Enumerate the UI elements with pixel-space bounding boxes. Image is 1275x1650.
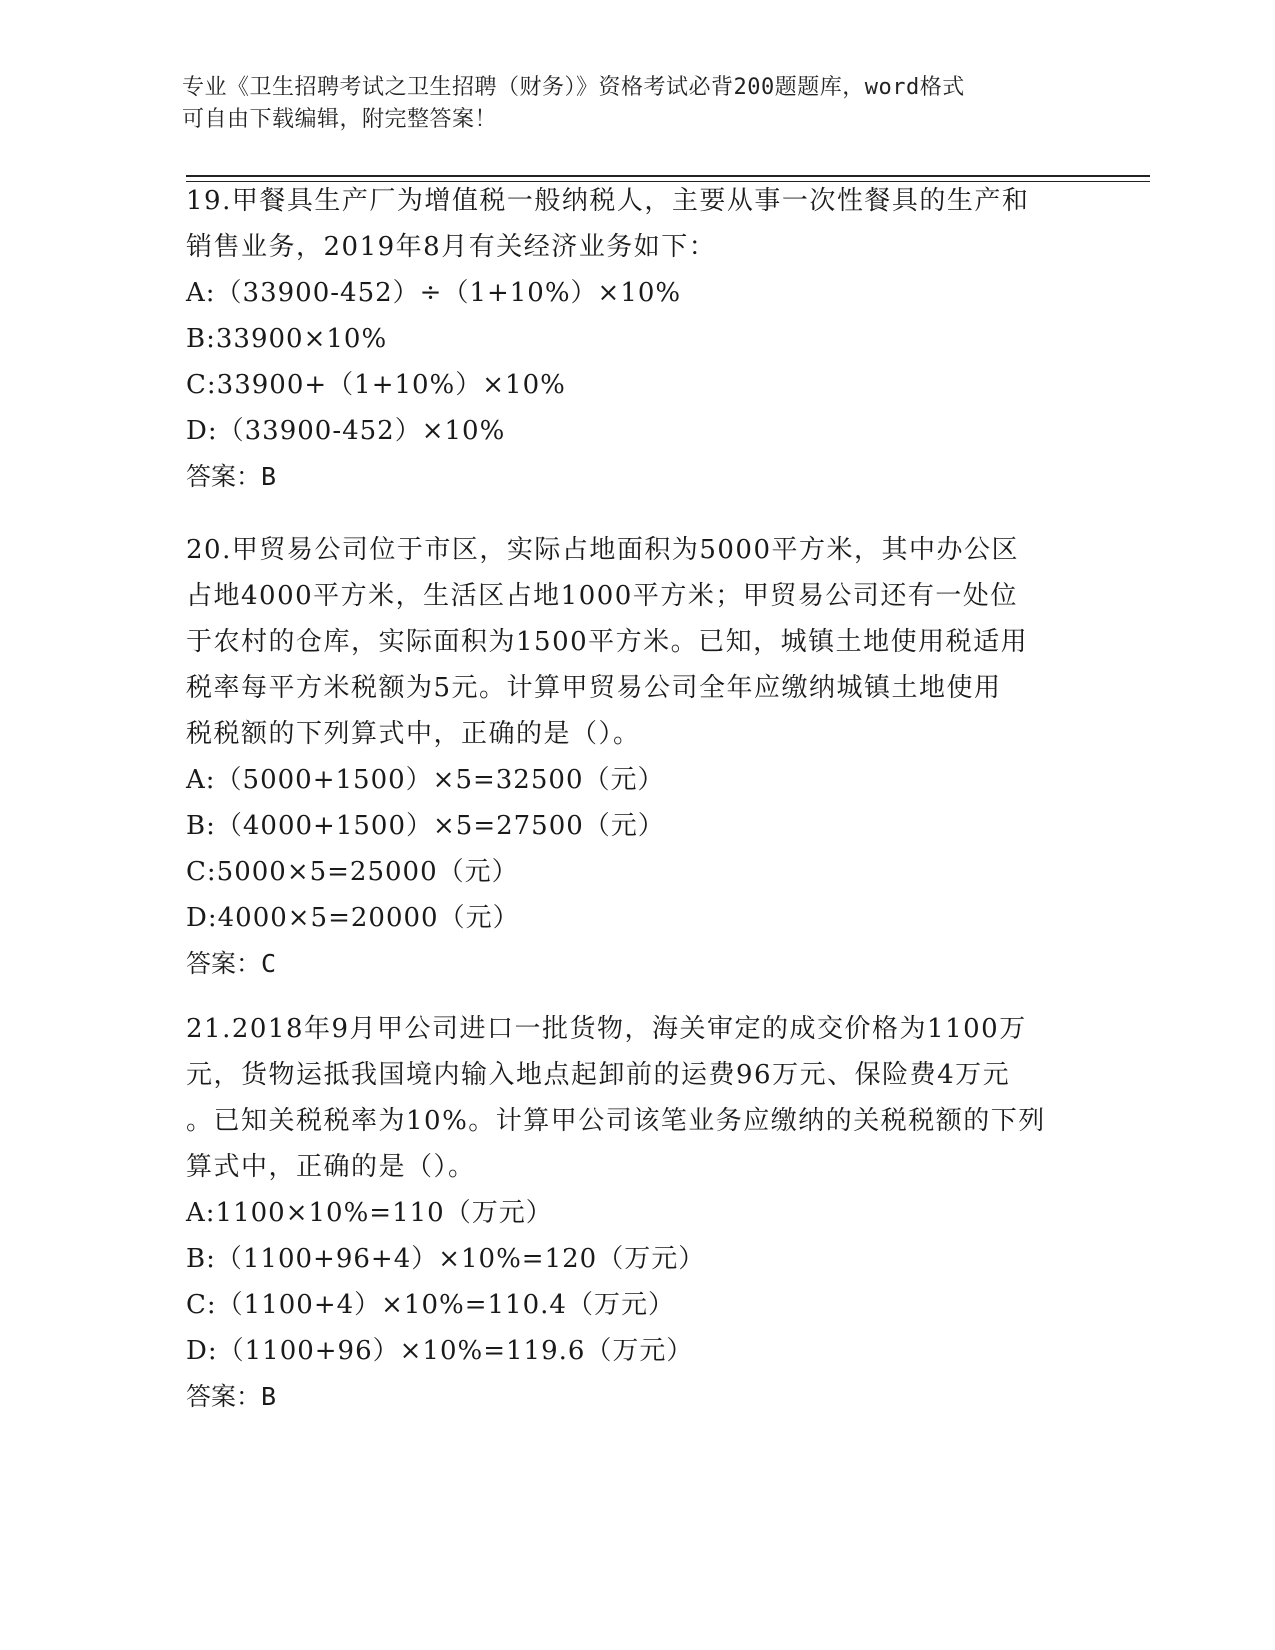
option-a: A:（33900-452）÷（1+10%）×10% bbox=[186, 278, 682, 308]
option-d: D:（33900-452）×10% bbox=[186, 416, 506, 446]
answer-label: 答案：B bbox=[186, 1382, 277, 1411]
question-stem-line: 20.甲贸易公司位于市区，实际占地面积为5000平方米，其中办公区 bbox=[186, 535, 1020, 565]
answer-label: 答案：B bbox=[186, 462, 277, 491]
option-d: D:（1100+96）×10%=119.6（万元） bbox=[186, 1336, 694, 1366]
question-stem-line: 税税额的下列算式中，正确的是（）。 bbox=[186, 719, 641, 749]
header-line-2: 可自由下载编辑，附完整答案！ bbox=[182, 107, 498, 132]
question-19 bbox=[186, 178, 1086, 500]
option-b: B:（4000+1500）×5=27500（元） bbox=[186, 811, 665, 841]
option-b: B:33900×10% bbox=[186, 324, 388, 354]
option-a: A:（5000+1500）×5=32500（元） bbox=[186, 765, 665, 795]
question-stem-line: 。已知关税税率为10%。计算甲公司该笔业务应缴纳的关税税额的下列 bbox=[186, 1106, 1046, 1136]
question-stem-line: 占地4000平方米，生活区占地1000平方米；甲贸易公司还有一处位 bbox=[186, 581, 1018, 611]
question-stem-line: 算式中，正确的是（）。 bbox=[186, 1152, 476, 1182]
question-20 bbox=[186, 527, 1086, 987]
header-divider-thick bbox=[186, 175, 1150, 177]
document-header bbox=[182, 72, 1062, 136]
question-stem-line: 元，货物运抵我国境内输入地点起卸前的运费96万元、保险费4万元 bbox=[186, 1060, 1011, 1090]
option-d: D:4000×5=20000（元） bbox=[186, 903, 520, 933]
answer-label: 答案：C bbox=[186, 949, 277, 978]
option-c: C:5000×5=25000（元） bbox=[186, 857, 519, 887]
question-stem-line: 销售业务，2019年8月有关经济业务如下： bbox=[186, 232, 717, 262]
question-stem-line: 税率每平方米税额为5元。计算甲贸易公司全年应缴纳城镇土地使用 bbox=[186, 673, 1002, 703]
question-21 bbox=[186, 1006, 1086, 1420]
question-stem-line: 19.甲餐具生产厂为增值税一般纳税人，主要从事一次性餐具的生产和 bbox=[186, 186, 1030, 216]
header-line-1: 专业《卫生招聘考试之卫生招聘（财务）》资格考试必背200题题库，word格式 bbox=[182, 75, 965, 100]
question-stem-line: 21.2018年9月甲公司进口一批货物，海关审定的成交价格为1100万 bbox=[186, 1014, 1027, 1044]
option-c: C:（1100+4）×10%=110.4（万元） bbox=[186, 1290, 675, 1320]
option-c: C:33900+（1+10%）×10% bbox=[186, 370, 566, 400]
option-a: A:1100×10%=110（万元） bbox=[186, 1198, 553, 1228]
question-stem-line: 于农村的仓库，实际面积为1500平方米。已知，城镇土地使用税适用 bbox=[186, 627, 1029, 657]
option-b: B:（1100+96+4）×10%=120（万元） bbox=[186, 1244, 706, 1274]
